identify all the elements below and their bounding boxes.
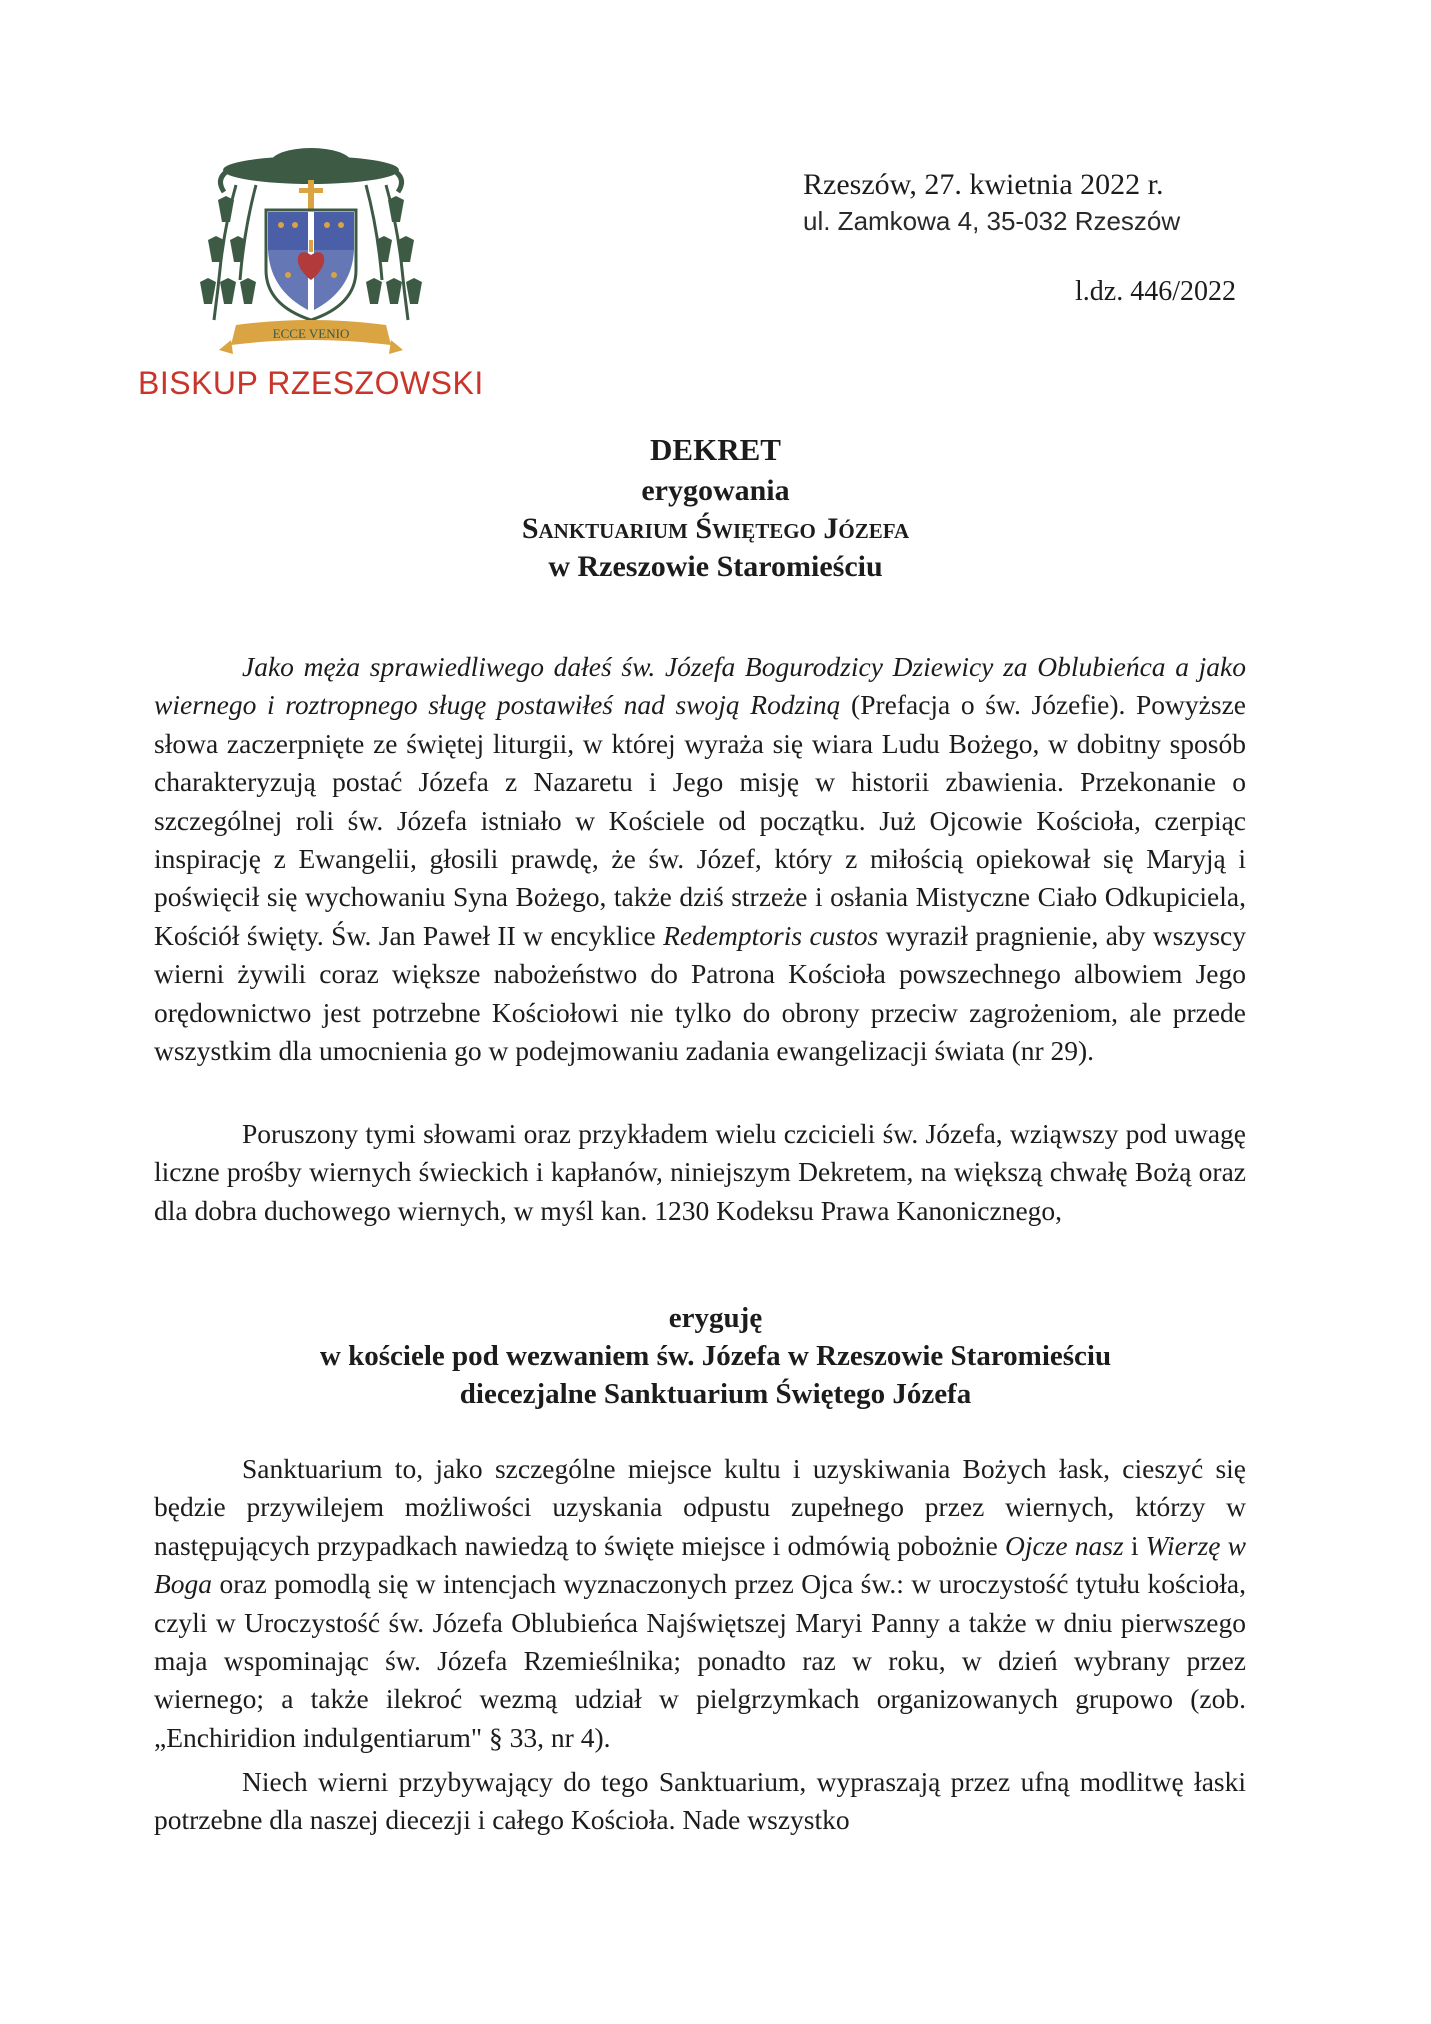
paragraph-intro-text: (Prefacja o św. Józefie). Powyższe słowa zaczerpnięte ze świętej liturgii, w której wyraża się wiara Ludu Bożego, w dobitny sposób charakteryzują postać Józefa z Nazaretu i Jego misję w historii zbawienia. Przekonanie o szczególnej roli św. Józefa istniało w Kościele od początku. Już Ojcowie Kościoła, czerpiąc inspirację z Ewangelii, głosili prawdę, że św. Józef, który z miłością opiekował się Maryją i poświęcił się wychowaniu Syna Bożego, także dziś strzeże i osłania Mistyczne Ciało Odkupiciela, Kościół święty. Św. Jan Paweł II w encyklice xyxy=(154,689,1246,951)
paragraph-intro-text-end: wyraził pragnienie, aby wszyscy wierni żywili coraz większe nabożeństwo do Patrona Kościoła powszechnego albowiem Jego orędownictwo jest potrzebne Kościołowi nie tylko do obrony przeciw zagrożeniom, ale przede wszystkim dla umocnienia go w podejmowaniu zadania ewangelizacji świata (nr 29). xyxy=(154,919,1246,1067)
prayer-creed: Wierzę w Boga xyxy=(154,1529,1246,1600)
indulgence-text: Sanktuarium to, jako szczególne miejsce kultu i uzyskiwania Bożych łask, cieszyć się będzie przywilejem możliwości uzyskania odpustu zupełnego przez wiernych, którzy w następujących przypadkach nawiedzą to święte miejsce i odmówią pobożnie xyxy=(154,1453,1246,1561)
decree-title: DEKRET xyxy=(650,432,781,467)
decision-church: w kościele pod wezwaniem św. Józefa w Rzeszowie Staromieściu xyxy=(319,1340,1112,1372)
decree-subtitle: erygowania xyxy=(641,474,790,507)
prayer-our-father: Ojcze nasz xyxy=(1004,1529,1124,1561)
decree-location: w Rzeszowie Staromieściu xyxy=(548,550,883,583)
paragraph-indulgence xyxy=(154,1450,1246,1757)
paragraph-motivation: Poruszony tymi słowami oraz przykładem wielu czcicieli św. Józefa, wziąwszy pod uwagę liczne prośby wiernych świeckich i kapłanów, niniejszym Dekretem, na większą chwałę Bożą oraz dla dobra duchowego wiernych, w myśl kan. 1230 Kodeksu Prawa Kanonicznego, xyxy=(154,1118,1246,1226)
decision-sanctuary: diecezjalne Sanktuarium Świętego Józefa xyxy=(459,1378,972,1410)
coat-of-arms-icon xyxy=(196,140,426,365)
indulgence-conjunction: i xyxy=(1123,1529,1146,1561)
paragraph-intro xyxy=(154,648,1246,1070)
address: ul. Zamkowa 4, 35-032 Rzeszów xyxy=(803,206,1181,236)
paragraph-closing: Niech wierni przybywający do tego Sanktuarium, wypraszają przez ufną modlitwę łaski potrzebne dla naszej diecezji i całego Kościoła. Nade wszystko xyxy=(154,1766,1246,1836)
encyclical-title: Redemptoris custos xyxy=(663,919,879,951)
decision-verb: eryguję xyxy=(668,1302,763,1334)
bishop-title: BISKUP RZESZOWSKI xyxy=(138,365,484,401)
motto-text: ECCE VENIO xyxy=(272,326,350,341)
decree-sanctuary-name: Sanktuarium Świętego Józefa xyxy=(521,512,910,545)
reference-number: l.dz. 446/2022 xyxy=(1075,276,1236,307)
preface-quote: Jako męża sprawiedliwego dałeś św. Józefa Bogurodzicy Dziewicy za Oblubieńca a jako wiernego i roztropnego sługę postawiłeś nad swoją Rodziną xyxy=(154,651,1246,721)
place-date: Rzeszów, 27. kwietnia 2022 r. xyxy=(803,168,1164,201)
indulgence-text-end: oraz pomodlą się w intencjach wyznaczonych przez Ojca św.: w uroczystość tytułu kościoła, czyli w Uroczystość św. Józefa Oblubieńca Najświętszej Maryi Panny a także w dniu pierwszego maja wspominając św. Józefa Rzemieślnika; ponadto raz w roku, w dzień wybrany przez wiernego; a także ilekroć wezmą udział w pielgrzymkach organizowanych grupowo (zob. „Enchiridion indulgentiarum" § 33, nr 4). xyxy=(154,1568,1246,1753)
